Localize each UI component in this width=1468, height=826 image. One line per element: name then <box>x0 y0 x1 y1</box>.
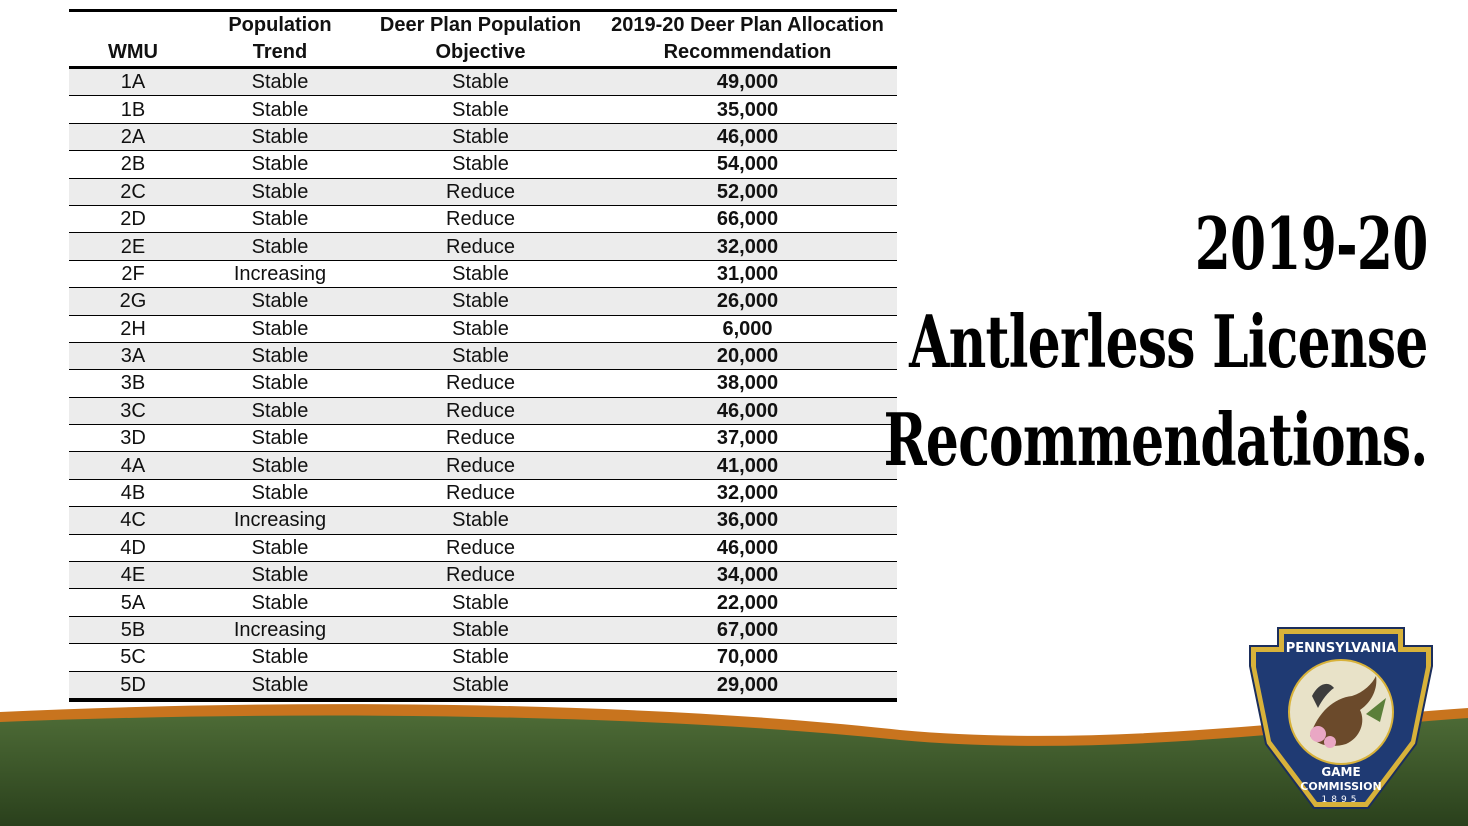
cell-wmu: 2D <box>69 205 197 232</box>
cell-trend: Stable <box>197 671 363 700</box>
seal-year-text: 1895 <box>1321 795 1361 805</box>
cell-wmu: 2F <box>69 260 197 287</box>
cell-objective: Stable <box>363 260 598 287</box>
cell-allocation: 46,000 <box>598 534 897 561</box>
cell-wmu: 4B <box>69 479 197 506</box>
cell-wmu: 5A <box>69 589 197 616</box>
cell-trend: Stable <box>197 479 363 506</box>
cell-allocation: 38,000 <box>598 370 897 397</box>
cell-wmu: 5B <box>69 616 197 643</box>
antlerless-table <box>69 9 897 702</box>
cell-allocation: 34,000 <box>598 562 897 589</box>
seal-commission-text: COMMISSION <box>1300 780 1382 793</box>
table-row <box>69 562 897 589</box>
cell-objective: Stable <box>363 151 598 178</box>
table-row <box>69 233 897 260</box>
cell-objective: Stable <box>363 671 598 700</box>
cell-allocation: 20,000 <box>598 342 897 369</box>
cell-objective: Reduce <box>363 534 598 561</box>
cell-objective: Reduce <box>363 452 598 479</box>
title-line-1: 2019-20 <box>1195 201 1428 286</box>
cell-trend: Stable <box>197 452 363 479</box>
cell-trend: Stable <box>197 288 363 315</box>
cell-allocation: 46,000 <box>598 123 897 150</box>
table-row <box>69 644 897 671</box>
table-row <box>69 397 897 424</box>
cell-wmu: 3A <box>69 342 197 369</box>
seal-top-text: PENNSYLVANIA <box>1285 641 1397 656</box>
seal-game-text: GAME <box>1321 765 1361 779</box>
header-trend-line2: Trend <box>197 39 363 68</box>
cell-allocation: 46,000 <box>598 397 897 424</box>
title-line-3: Recommendations. <box>883 397 1428 482</box>
cell-objective: Reduce <box>363 562 598 589</box>
cell-wmu: 4D <box>69 534 197 561</box>
table-row <box>69 151 897 178</box>
cell-wmu: 2H <box>69 315 197 342</box>
cell-trend: Stable <box>197 562 363 589</box>
cell-objective: Stable <box>363 616 598 643</box>
cell-wmu: 2B <box>69 151 197 178</box>
table-row <box>69 370 897 397</box>
cell-allocation: 22,000 <box>598 589 897 616</box>
header-objective-line1: Deer Plan Population <box>363 11 598 40</box>
table-row <box>69 452 897 479</box>
cell-allocation: 6,000 <box>598 315 897 342</box>
cell-wmu: 5D <box>69 671 197 700</box>
cell-allocation: 29,000 <box>598 671 897 700</box>
cell-objective: Stable <box>363 507 598 534</box>
cell-trend: Stable <box>197 425 363 452</box>
header-objective-line2: Objective <box>363 39 598 68</box>
table-row <box>69 616 897 643</box>
cell-allocation: 70,000 <box>598 644 897 671</box>
cell-objective: Reduce <box>363 397 598 424</box>
cell-wmu: 1B <box>69 96 197 123</box>
cell-objective: Stable <box>363 288 598 315</box>
cell-objective: Stable <box>363 68 598 96</box>
cell-allocation: 31,000 <box>598 260 897 287</box>
cell-trend: Stable <box>197 315 363 342</box>
cell-allocation: 32,000 <box>598 233 897 260</box>
table-row <box>69 288 897 315</box>
cell-allocation: 67,000 <box>598 616 897 643</box>
cell-objective: Stable <box>363 589 598 616</box>
cell-allocation: 36,000 <box>598 507 897 534</box>
cell-allocation: 54,000 <box>598 151 897 178</box>
title-line-2: Antlerless License <box>909 299 1428 384</box>
cell-trend: Stable <box>197 370 363 397</box>
header-wmu-spacer <box>69 11 197 40</box>
cell-trend: Stable <box>197 68 363 96</box>
table-row <box>69 479 897 506</box>
cell-trend: Stable <box>197 96 363 123</box>
header-trend-line1: Population <box>197 11 363 40</box>
cell-objective: Stable <box>363 123 598 150</box>
cell-wmu: 2A <box>69 123 197 150</box>
cell-wmu: 5C <box>69 644 197 671</box>
cell-trend: Stable <box>197 178 363 205</box>
cell-trend: Stable <box>197 205 363 232</box>
cell-wmu: 4A <box>69 452 197 479</box>
cell-trend: Stable <box>197 151 363 178</box>
cell-trend: Increasing <box>197 507 363 534</box>
table-header <box>69 11 897 68</box>
cell-wmu: 2C <box>69 178 197 205</box>
table-row <box>69 123 897 150</box>
cell-objective: Reduce <box>363 370 598 397</box>
header-allocation-line1: 2019-20 Deer Plan Allocation <box>598 11 897 40</box>
slide-title <box>884 195 1428 489</box>
cell-wmu: 3D <box>69 425 197 452</box>
cell-wmu: 1A <box>69 68 197 96</box>
cell-objective: Reduce <box>363 233 598 260</box>
cell-wmu: 2G <box>69 288 197 315</box>
cell-trend: Stable <box>197 397 363 424</box>
table-row <box>69 205 897 232</box>
cell-objective: Reduce <box>363 425 598 452</box>
table-body <box>69 68 897 700</box>
table-row <box>69 589 897 616</box>
cell-trend: Stable <box>197 233 363 260</box>
cell-objective: Stable <box>363 315 598 342</box>
cell-allocation: 66,000 <box>598 205 897 232</box>
cell-trend: Increasing <box>197 260 363 287</box>
cell-trend: Increasing <box>197 616 363 643</box>
cell-objective: Reduce <box>363 178 598 205</box>
cell-allocation: 35,000 <box>598 96 897 123</box>
cell-allocation: 32,000 <box>598 479 897 506</box>
cell-allocation: 41,000 <box>598 452 897 479</box>
cell-wmu: 3C <box>69 397 197 424</box>
table-row <box>69 507 897 534</box>
header-allocation-line2: Recommendation <box>598 39 897 68</box>
table-row <box>69 315 897 342</box>
table-row <box>69 260 897 287</box>
cell-objective: Reduce <box>363 479 598 506</box>
table-row <box>69 68 897 96</box>
cell-objective: Stable <box>363 96 598 123</box>
cell-trend: Stable <box>197 644 363 671</box>
table-row <box>69 342 897 369</box>
pa-game-commission-seal-icon <box>1248 626 1434 812</box>
header-wmu: WMU <box>69 39 197 68</box>
cell-trend: Stable <box>197 534 363 561</box>
cell-allocation: 49,000 <box>598 68 897 96</box>
cell-objective: Stable <box>363 342 598 369</box>
cell-wmu: 4C <box>69 507 197 534</box>
cell-wmu: 2E <box>69 233 197 260</box>
cell-allocation: 52,000 <box>598 178 897 205</box>
table-row <box>69 425 897 452</box>
cell-trend: Stable <box>197 589 363 616</box>
cell-wmu: 4E <box>69 562 197 589</box>
cell-objective: Stable <box>363 644 598 671</box>
cell-objective: Reduce <box>363 205 598 232</box>
table-row <box>69 534 897 561</box>
table-row <box>69 178 897 205</box>
cell-wmu: 3B <box>69 370 197 397</box>
cell-allocation: 26,000 <box>598 288 897 315</box>
cell-trend: Stable <box>197 342 363 369</box>
table-row <box>69 96 897 123</box>
cell-allocation: 37,000 <box>598 425 897 452</box>
cell-trend: Stable <box>197 123 363 150</box>
